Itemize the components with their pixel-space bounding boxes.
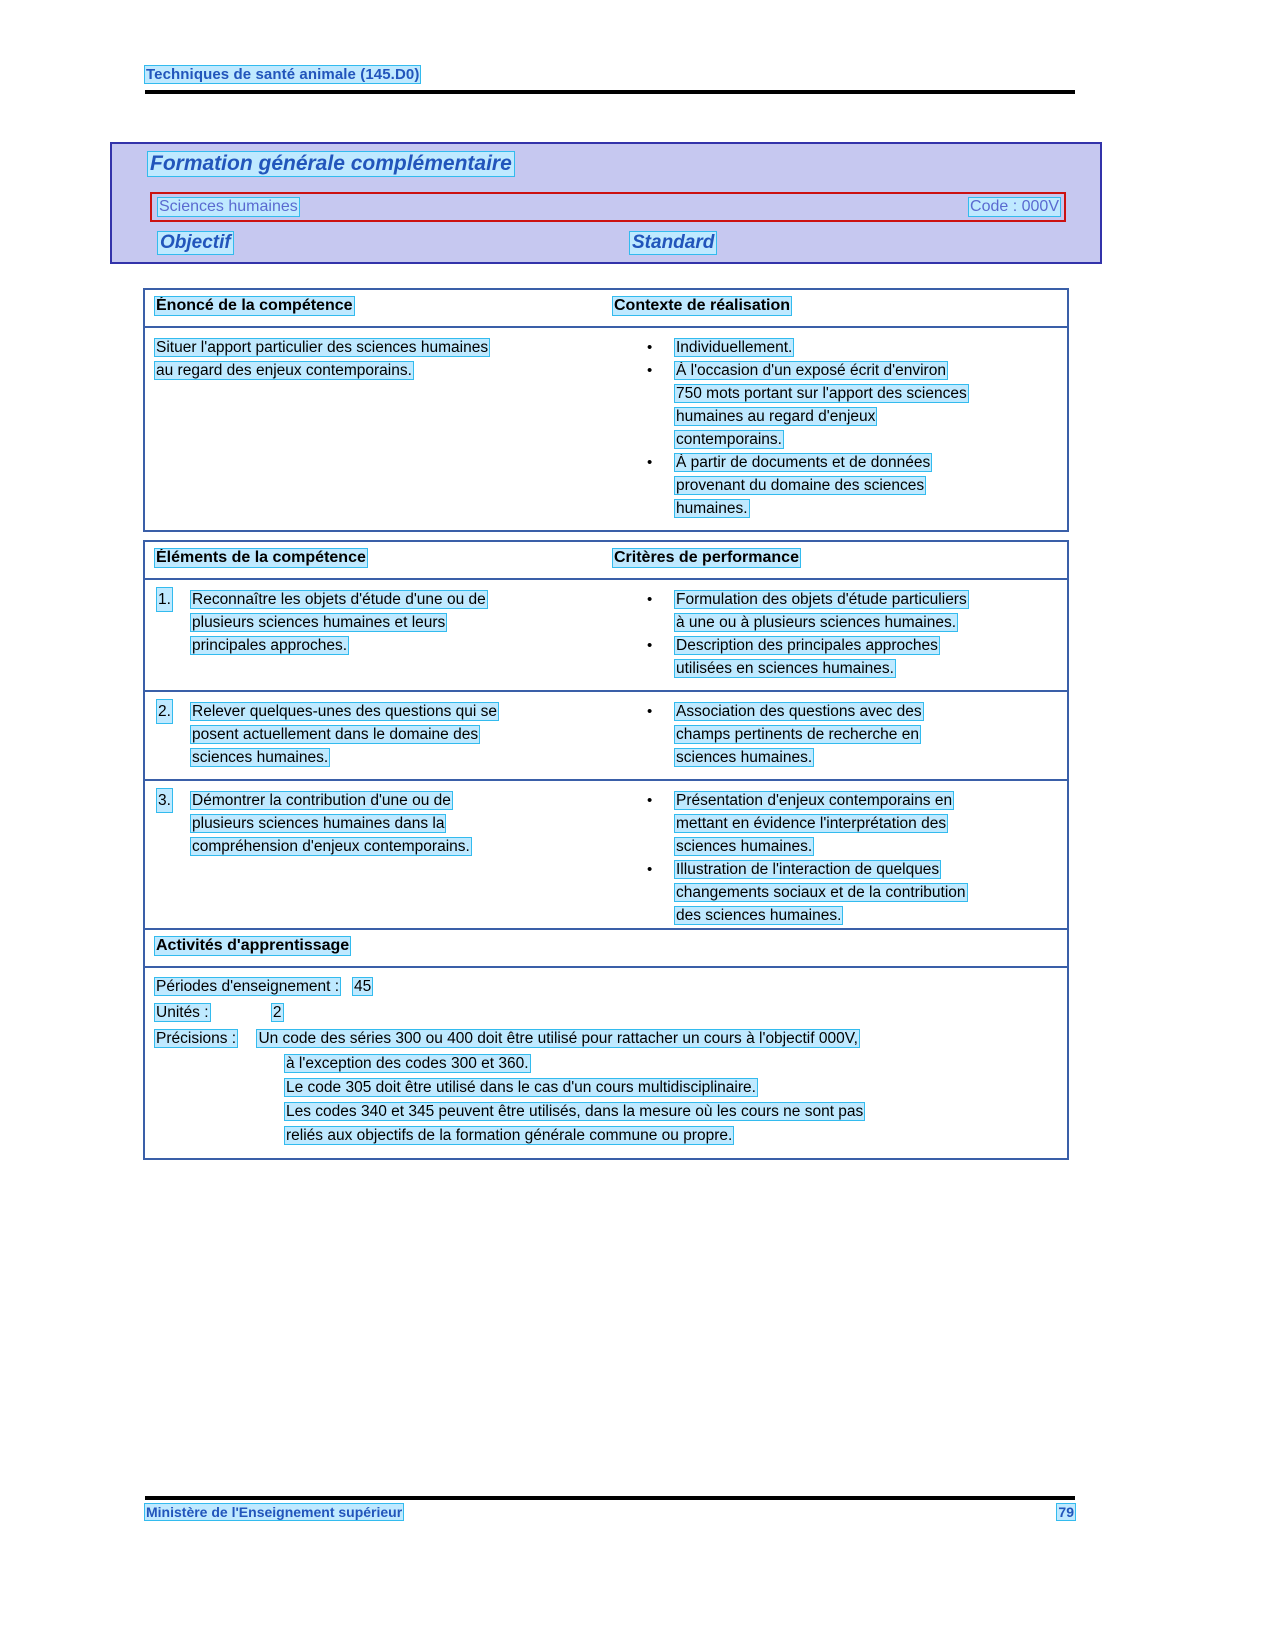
precisions-text: reliés aux objectifs de la formation générale commune ou propre. [286, 1127, 733, 1144]
item-number: 3. [157, 789, 172, 812]
item-number: 1. [157, 588, 172, 611]
competency-statement [145, 328, 611, 530]
competency-code-row [150, 192, 1066, 222]
statement-line: au regard des enjeux contemporains. [156, 362, 412, 379]
program-title: Techniques de santé animale (145.D0) [146, 66, 420, 83]
activities-box-header [145, 930, 1067, 968]
units-label: Unités : [156, 1004, 209, 1021]
competency-row [145, 328, 1067, 530]
enonce-header: Énoncé de la compétence [156, 297, 353, 314]
list-item: • Association des questions avec des champs pertinents de recherche en sciences humaines. [633, 700, 1057, 769]
precisions-label: Précisions : [156, 1030, 237, 1047]
activities-header: Activités d'apprentissage [156, 937, 350, 954]
page-header [145, 66, 1075, 84]
statement-line: Situer l'apport particulier des sciences humaines [156, 339, 489, 356]
activities-box [143, 928, 1069, 1160]
precisions-text: Le code 305 doit être utilisé dans le cas d'un cours multidisciplinaire. [286, 1079, 756, 1096]
criteria-list [633, 588, 1057, 680]
competency-name: Sciences humaines [159, 198, 298, 215]
precisions-continued [145, 1052, 1067, 1148]
elements-header: Éléments de la compétence [156, 549, 366, 566]
element-cell [145, 580, 611, 690]
competency-banner [110, 142, 1102, 264]
periods-label: Périodes d'enseignement : [156, 978, 340, 995]
units-line [145, 1000, 1067, 1026]
list-item: • Formulation des objets d'étude particuliers à une ou à plusieurs sciences humaines. [633, 588, 1057, 634]
criteria-list [633, 700, 1057, 769]
periods-line [145, 974, 1067, 1000]
criteria-cell [611, 781, 1067, 937]
banner-title: Formation générale complémentaire [150, 152, 512, 175]
list-item: • Illustration de l'interaction de quelques changements sociaux et de la contribution des sciences humaines. [633, 858, 1057, 927]
objectif-label: Objectif [160, 232, 231, 253]
criteria-cell [611, 692, 1067, 779]
precisions-text: à l'exception des codes 300 et 360. [286, 1055, 529, 1072]
precisions-text: Un code des séries 300 ou 400 doit être utilisé pour rattacher un cours à l'objectif 000V, [258, 1030, 858, 1047]
precisions-text: Les codes 340 et 345 peuvent être utilisés, dans la mesure où les cours ne sont pas [286, 1103, 864, 1120]
contexte-header: Contexte de réalisation [614, 297, 791, 314]
precisions-line [145, 1026, 1067, 1052]
element-cell [145, 692, 611, 779]
list-item: 2. Relever quelques-unes des questions qui se posent actuellement dans le domaine des sciences humaines. [155, 700, 601, 769]
list-item: • Description des principales approches utilisées en sciences humaines. [633, 634, 1057, 680]
competency-code: Code : 000V [970, 198, 1059, 215]
element-numbered [155, 789, 601, 858]
units-value: 2 [272, 1004, 282, 1021]
footer-ministry: Ministère de l'Enseignement supérieur [146, 1504, 403, 1520]
elements-box [143, 540, 1069, 939]
footer-divider [145, 1496, 1075, 1500]
item-number: 2. [157, 700, 172, 723]
list-item: 1. Reconnaître les objets d'étude d'une ou de plusieurs sciences humaines et leurs principales approches. [155, 588, 601, 657]
periods-value: 45 [353, 978, 372, 995]
footer-page-number: 79 [1058, 1504, 1074, 1520]
element-numbered [155, 700, 601, 769]
criteres-header: Critères de performance [614, 549, 799, 566]
element-numbered [155, 588, 601, 657]
header-divider [145, 90, 1075, 94]
table-row [145, 690, 1067, 779]
element-cell [145, 781, 611, 937]
table-row [145, 779, 1067, 937]
list-item: • À partir de documents et de données provenant du domaine des sciences humaines. [633, 451, 1057, 520]
competency-context [611, 328, 1067, 530]
list-item: • Individuellement. [633, 336, 1057, 359]
context-list [633, 336, 1057, 520]
competency-box-header [145, 290, 1067, 328]
list-item: • À l'occasion d'un exposé écrit d'environ 750 mots portant sur l'apport des sciences humaines au regard d'enjeux contemporains. [633, 359, 1057, 451]
table-row [145, 580, 1067, 690]
criteria-list [633, 789, 1057, 927]
list-item: • Présentation d'enjeux contemporains en mettant en évidence l'interprétation des sciences humaines. [633, 789, 1057, 858]
activities-body [145, 968, 1067, 1158]
competency-box [143, 288, 1069, 532]
standard-label: Standard [632, 232, 715, 253]
list-item: 3. Démontrer la contribution d'une ou de plusieurs sciences humaines dans la compréhension d'enjeux contemporains. [155, 789, 601, 858]
elements-box-header [145, 542, 1067, 580]
criteria-cell [611, 580, 1067, 690]
